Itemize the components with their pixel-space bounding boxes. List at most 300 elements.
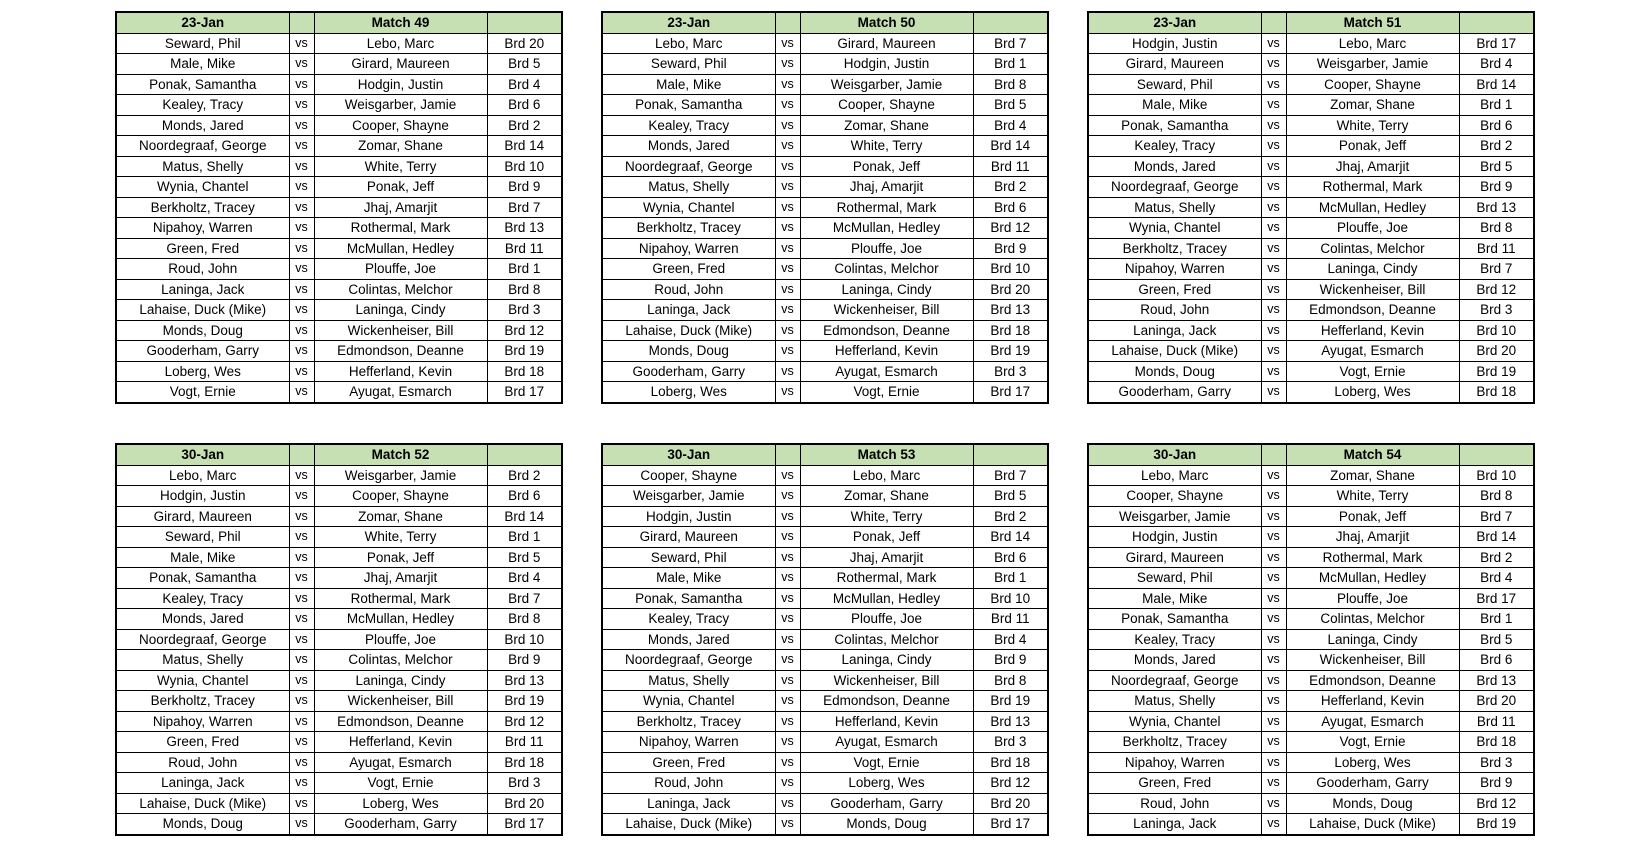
table-row	[116, 691, 562, 712]
board-number: Brd 1	[1459, 95, 1534, 116]
player-one: Lahaise, Duck (Mike)	[1088, 341, 1261, 362]
player-two: Jhaj, Amarjit	[314, 197, 487, 218]
vs-label: vs	[289, 773, 314, 794]
player-two: Laninga, Cindy	[314, 300, 487, 321]
board-number: Brd 10	[487, 156, 562, 177]
player-two: White, Terry	[1286, 115, 1459, 136]
player-two: Plouffe, Joe	[800, 238, 973, 259]
table-row	[116, 732, 562, 753]
board-number: Brd 9	[1459, 177, 1534, 198]
vs-label: vs	[775, 609, 800, 630]
player-one: Gooderham, Garry	[116, 341, 289, 362]
match-date: 30-Jan	[116, 444, 289, 465]
match-title: Match 54	[1286, 444, 1459, 465]
board-number: Brd 13	[973, 711, 1048, 732]
board-number: Brd 7	[487, 588, 562, 609]
player-two: Jhaj, Amarjit	[1286, 527, 1459, 548]
vs-label: vs	[775, 238, 800, 259]
vs-label: vs	[775, 361, 800, 382]
vs-label: vs	[289, 650, 314, 671]
player-one: Weisgarber, Jamie	[1088, 506, 1261, 527]
vs-label: vs	[775, 320, 800, 341]
vs-label: vs	[289, 691, 314, 712]
player-one: Wynia, Chantel	[1088, 711, 1261, 732]
table-row	[1088, 773, 1534, 794]
board-number: Brd 12	[487, 711, 562, 732]
vs-label: vs	[289, 259, 314, 280]
vs-label: vs	[1261, 33, 1286, 54]
vs-label: vs	[775, 279, 800, 300]
table-row	[602, 568, 1048, 589]
player-one: Monds, Jared	[602, 136, 775, 157]
vs-label: vs	[775, 218, 800, 239]
player-two: Weisgarber, Jamie	[314, 95, 487, 116]
player-one: Laninga, Jack	[1088, 814, 1261, 835]
board-number: Brd 17	[1459, 33, 1534, 54]
player-two: Laninga, Cindy	[800, 279, 973, 300]
player-one: Green, Fred	[602, 752, 775, 773]
player-two: White, Terry	[314, 527, 487, 548]
player-one: Lahaise, Duck (Mike)	[116, 793, 289, 814]
board-number: Brd 10	[973, 588, 1048, 609]
player-one: Nipahoy, Warren	[602, 732, 775, 753]
player-two: Rothermal, Mark	[1286, 177, 1459, 198]
vs-label: vs	[1261, 527, 1286, 548]
vs-label: vs	[1261, 361, 1286, 382]
player-two: Plouffe, Joe	[1286, 588, 1459, 609]
board-number: Brd 9	[973, 238, 1048, 259]
table-row	[116, 115, 562, 136]
player-two: Edmondson, Deanne	[314, 341, 487, 362]
board-number: Brd 5	[973, 486, 1048, 507]
player-one: Nipahoy, Warren	[1088, 752, 1261, 773]
player-one: Monds, Doug	[1088, 361, 1261, 382]
player-two: Gooderham, Garry	[1286, 773, 1459, 794]
player-two: Cooper, Shayne	[314, 486, 487, 507]
player-two: Zomar, Shane	[314, 136, 487, 157]
board-number: Brd 11	[1459, 238, 1534, 259]
player-two: Hefferland, Kevin	[1286, 691, 1459, 712]
player-one: Ponak, Samantha	[602, 95, 775, 116]
vs-label: vs	[1261, 609, 1286, 630]
board-number: Brd 1	[973, 568, 1048, 589]
board-number: Brd 8	[487, 279, 562, 300]
player-one: Berkholtz, Tracey	[602, 711, 775, 732]
vs-label: vs	[775, 259, 800, 280]
player-one: Seward, Phil	[602, 547, 775, 568]
player-two: Edmondson, Deanne	[1286, 670, 1459, 691]
board-number: Brd 18	[1459, 382, 1534, 403]
table-row	[1088, 218, 1534, 239]
player-two: Ayugat, Esmarch	[800, 732, 973, 753]
match-table-51	[1087, 11, 1535, 404]
header-spacer	[1261, 444, 1286, 465]
table-row	[1088, 568, 1534, 589]
vs-label: vs	[1261, 218, 1286, 239]
player-two: Vogt, Ernie	[314, 773, 487, 794]
vs-label: vs	[1261, 588, 1286, 609]
header-spacer	[775, 444, 800, 465]
match-date: 23-Jan	[1088, 12, 1261, 33]
player-one: Ponak, Samantha	[116, 74, 289, 95]
table-row	[116, 609, 562, 630]
board-number: Brd 1	[487, 259, 562, 280]
vs-label: vs	[1261, 95, 1286, 116]
board-number: Brd 2	[1459, 547, 1534, 568]
header-spacer	[487, 444, 562, 465]
player-one: Noordegraaf, George	[116, 136, 289, 157]
table-row	[602, 95, 1048, 116]
table-row	[1088, 691, 1534, 712]
board-number: Brd 14	[487, 506, 562, 527]
board-number: Brd 7	[973, 33, 1048, 54]
vs-label: vs	[1261, 547, 1286, 568]
player-two: Ponak, Jeff	[314, 547, 487, 568]
table-row	[116, 279, 562, 300]
player-one: Matus, Shelly	[116, 156, 289, 177]
vs-label: vs	[775, 136, 800, 157]
board-number: Brd 3	[973, 361, 1048, 382]
board-number: Brd 20	[1459, 691, 1534, 712]
vs-label: vs	[775, 752, 800, 773]
header-spacer	[487, 12, 562, 33]
player-one: Roud, John	[116, 752, 289, 773]
vs-label: vs	[289, 218, 314, 239]
vs-label: vs	[775, 115, 800, 136]
header-spacer	[289, 12, 314, 33]
table-row	[602, 793, 1048, 814]
vs-label: vs	[289, 486, 314, 507]
table-row	[602, 609, 1048, 630]
player-one: Noordegraaf, George	[602, 650, 775, 671]
player-two: Weisgarber, Jamie	[1286, 54, 1459, 75]
player-one: Cooper, Shayne	[602, 465, 775, 486]
player-two: Colintas, Melchor	[314, 650, 487, 671]
table-row	[1088, 115, 1534, 136]
player-one: Monds, Jared	[1088, 156, 1261, 177]
table-row	[116, 506, 562, 527]
board-number: Brd 19	[1459, 361, 1534, 382]
header-spacer	[973, 444, 1048, 465]
vs-label: vs	[289, 382, 314, 403]
table-row	[602, 588, 1048, 609]
vs-label: vs	[1261, 382, 1286, 403]
match-title: Match 52	[314, 444, 487, 465]
player-one: Male, Mike	[116, 547, 289, 568]
board-number: Brd 7	[973, 465, 1048, 486]
board-number: Brd 19	[487, 691, 562, 712]
player-two: Lebo, Marc	[1286, 33, 1459, 54]
player-one: Kealey, Tracy	[1088, 629, 1261, 650]
table-row	[1088, 588, 1534, 609]
table-row	[602, 197, 1048, 218]
board-number: Brd 10	[973, 259, 1048, 280]
player-two: White, Terry	[800, 136, 973, 157]
player-one: Male, Mike	[602, 74, 775, 95]
table-row	[116, 814, 562, 835]
table-row	[116, 300, 562, 321]
player-one: Girard, Maureen	[602, 527, 775, 548]
vs-label: vs	[1261, 259, 1286, 280]
vs-label: vs	[289, 136, 314, 157]
player-one: Vogt, Ernie	[116, 382, 289, 403]
player-one: Monds, Jared	[116, 609, 289, 630]
player-two: Gooderham, Garry	[800, 793, 973, 814]
board-number: Brd 12	[1459, 793, 1534, 814]
player-one: Laninga, Jack	[602, 300, 775, 321]
table-row	[116, 177, 562, 198]
player-one: Male, Mike	[1088, 95, 1261, 116]
player-one: Monds, Doug	[116, 320, 289, 341]
player-one: Monds, Doug	[602, 341, 775, 362]
vs-label: vs	[289, 300, 314, 321]
player-one: Monds, Jared	[602, 629, 775, 650]
vs-label: vs	[1261, 629, 1286, 650]
header-row	[1088, 444, 1534, 465]
vs-label: vs	[289, 197, 314, 218]
player-one: Ponak, Samantha	[1088, 115, 1261, 136]
table-row	[1088, 156, 1534, 177]
vs-label: vs	[1261, 238, 1286, 259]
vs-label: vs	[1261, 115, 1286, 136]
player-two: Weisgarber, Jamie	[800, 74, 973, 95]
vs-label: vs	[775, 711, 800, 732]
vs-label: vs	[775, 527, 800, 548]
board-number: Brd 19	[487, 341, 562, 362]
player-one: Lahaise, Duck (Mike)	[602, 320, 775, 341]
header-row	[602, 12, 1048, 33]
board-number: Brd 14	[973, 527, 1048, 548]
table-row	[602, 156, 1048, 177]
board-number: Brd 20	[973, 279, 1048, 300]
table-row	[116, 793, 562, 814]
board-number: Brd 4	[1459, 54, 1534, 75]
table-row	[1088, 465, 1534, 486]
table-row	[1088, 711, 1534, 732]
board-number: Brd 20	[973, 793, 1048, 814]
table-row	[602, 136, 1048, 157]
header-spacer	[775, 12, 800, 33]
player-one: Monds, Jared	[116, 115, 289, 136]
vs-label: vs	[289, 279, 314, 300]
table-row	[602, 115, 1048, 136]
player-one: Roud, John	[602, 773, 775, 794]
table-row	[1088, 279, 1534, 300]
player-two: Vogt, Ernie	[1286, 361, 1459, 382]
player-two: Loberg, Wes	[1286, 752, 1459, 773]
player-two: Wickenheiser, Bill	[314, 320, 487, 341]
table-row	[1088, 320, 1534, 341]
table-row	[116, 711, 562, 732]
table-row	[116, 465, 562, 486]
board-number: Brd 18	[973, 752, 1048, 773]
player-two: Rothermal, Mark	[314, 588, 487, 609]
player-one: Hodgin, Justin	[116, 486, 289, 507]
table-row	[116, 95, 562, 116]
player-two: Cooper, Shayne	[1286, 74, 1459, 95]
player-two: Wickenheiser, Bill	[800, 670, 973, 691]
player-one: Kealey, Tracy	[602, 609, 775, 630]
player-one: Nipahoy, Warren	[1088, 259, 1261, 280]
player-one: Kealey, Tracy	[116, 588, 289, 609]
table-row	[116, 670, 562, 691]
player-two: Ayugat, Esmarch	[314, 752, 487, 773]
board-number: Brd 3	[487, 773, 562, 794]
board-number: Brd 7	[487, 197, 562, 218]
vs-label: vs	[775, 629, 800, 650]
vs-label: vs	[289, 177, 314, 198]
vs-label: vs	[289, 361, 314, 382]
player-two: Girard, Maureen	[314, 54, 487, 75]
table-row	[116, 33, 562, 54]
player-one: Laninga, Jack	[602, 793, 775, 814]
player-one: Matus, Shelly	[602, 670, 775, 691]
player-one: Lebo, Marc	[602, 33, 775, 54]
match-table-52	[115, 443, 563, 836]
board-number: Brd 13	[973, 300, 1048, 321]
player-one: Nipahoy, Warren	[602, 238, 775, 259]
board-number: Brd 18	[1459, 732, 1534, 753]
board-number: Brd 2	[973, 506, 1048, 527]
player-one: Lebo, Marc	[1088, 465, 1261, 486]
vs-label: vs	[289, 568, 314, 589]
player-one: Wynia, Chantel	[1088, 218, 1261, 239]
player-two: Hefferland, Kevin	[1286, 320, 1459, 341]
board-number: Brd 4	[487, 568, 562, 589]
table-row	[116, 650, 562, 671]
player-two: Rothermal, Mark	[800, 568, 973, 589]
player-two: Ponak, Jeff	[800, 156, 973, 177]
vs-label: vs	[1261, 177, 1286, 198]
vs-label: vs	[1261, 300, 1286, 321]
board-number: Brd 9	[1459, 773, 1534, 794]
player-one: Loberg, Wes	[602, 382, 775, 403]
player-one: Wynia, Chantel	[116, 670, 289, 691]
vs-label: vs	[1261, 74, 1286, 95]
player-one: Lebo, Marc	[116, 465, 289, 486]
vs-label: vs	[289, 95, 314, 116]
table-row	[116, 156, 562, 177]
vs-label: vs	[775, 814, 800, 835]
player-two: Colintas, Melchor	[1286, 609, 1459, 630]
table-row	[602, 300, 1048, 321]
board-number: Brd 12	[973, 218, 1048, 239]
player-one: Matus, Shelly	[602, 177, 775, 198]
vs-label: vs	[775, 177, 800, 198]
player-two: Weisgarber, Jamie	[314, 465, 487, 486]
table-row	[1088, 670, 1534, 691]
vs-label: vs	[1261, 711, 1286, 732]
table-row	[602, 527, 1048, 548]
table-row	[116, 773, 562, 794]
table-row	[1088, 382, 1534, 403]
vs-label: vs	[1261, 341, 1286, 362]
board-number: Brd 5	[973, 95, 1048, 116]
player-two: Ayugat, Esmarch	[1286, 341, 1459, 362]
table-row	[116, 382, 562, 403]
vs-label: vs	[775, 568, 800, 589]
board-number: Brd 14	[487, 136, 562, 157]
player-two: Zomar, Shane	[314, 506, 487, 527]
table-row	[602, 506, 1048, 527]
match-table-53	[601, 443, 1049, 836]
player-two: McMullan, Hedley	[800, 218, 973, 239]
vs-label: vs	[1261, 320, 1286, 341]
player-two: Laninga, Cindy	[1286, 259, 1459, 280]
board-number: Brd 19	[1459, 814, 1534, 835]
player-one: Roud, John	[602, 279, 775, 300]
player-two: Edmondson, Deanne	[314, 711, 487, 732]
table-row	[1088, 527, 1534, 548]
board-number: Brd 17	[973, 382, 1048, 403]
player-two: Zomar, Shane	[1286, 465, 1459, 486]
table-row	[116, 629, 562, 650]
player-one: Matus, Shelly	[1088, 691, 1261, 712]
board-number: Brd 3	[487, 300, 562, 321]
player-one: Seward, Phil	[1088, 74, 1261, 95]
player-one: Gooderham, Garry	[602, 361, 775, 382]
vs-label: vs	[1261, 650, 1286, 671]
table-row	[602, 670, 1048, 691]
player-two: Lahaise, Duck (Mike)	[1286, 814, 1459, 835]
table-row	[602, 650, 1048, 671]
player-one: Laninga, Jack	[116, 279, 289, 300]
player-one: Weisgarber, Jamie	[602, 486, 775, 507]
player-two: Edmondson, Deanne	[800, 691, 973, 712]
header-spacer	[1459, 444, 1534, 465]
vs-label: vs	[1261, 568, 1286, 589]
header-spacer	[1459, 12, 1534, 33]
player-two: McMullan, Hedley	[800, 588, 973, 609]
vs-label: vs	[775, 506, 800, 527]
vs-label: vs	[775, 793, 800, 814]
board-number: Brd 4	[973, 629, 1048, 650]
player-two: Jhaj, Amarjit	[800, 547, 973, 568]
player-one: Seward, Phil	[1088, 568, 1261, 589]
board-number: Brd 8	[973, 670, 1048, 691]
player-two: Wickenheiser, Bill	[1286, 279, 1459, 300]
board-number: Brd 3	[1459, 300, 1534, 321]
board-number: Brd 10	[487, 629, 562, 650]
board-number: Brd 11	[1459, 711, 1534, 732]
player-two: Plouffe, Joe	[1286, 218, 1459, 239]
vs-label: vs	[775, 382, 800, 403]
board-number: Brd 18	[973, 320, 1048, 341]
player-one: Noordegraaf, George	[602, 156, 775, 177]
player-one: Berkholtz, Tracey	[116, 691, 289, 712]
player-two: Colintas, Melchor	[800, 259, 973, 280]
table-row	[116, 74, 562, 95]
board-number: Brd 17	[1459, 588, 1534, 609]
board-number: Brd 13	[1459, 670, 1534, 691]
table-row	[1088, 547, 1534, 568]
vs-label: vs	[775, 465, 800, 486]
player-one: Girard, Maureen	[1088, 54, 1261, 75]
vs-label: vs	[775, 300, 800, 321]
vs-label: vs	[289, 506, 314, 527]
table-row	[602, 54, 1048, 75]
player-one: Green, Fred	[116, 732, 289, 753]
player-two: Laninga, Cindy	[314, 670, 487, 691]
player-one: Green, Fred	[1088, 279, 1261, 300]
board-number: Brd 7	[1459, 259, 1534, 280]
player-one: Wynia, Chantel	[602, 197, 775, 218]
table-row	[1088, 814, 1534, 835]
vs-label: vs	[775, 54, 800, 75]
board-number: Brd 14	[1459, 74, 1534, 95]
vs-label: vs	[289, 320, 314, 341]
player-two: Girard, Maureen	[800, 33, 973, 54]
